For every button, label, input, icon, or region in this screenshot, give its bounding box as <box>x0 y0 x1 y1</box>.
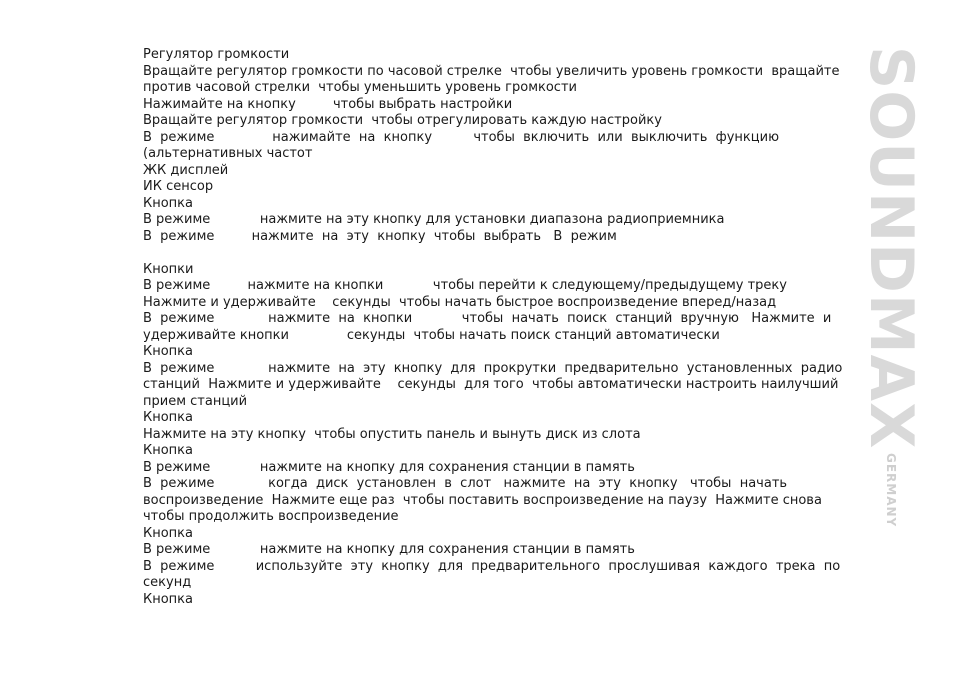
text-line: воспроизведение Нажмите еще раз чтобы поставить воспроизведение на паузу Нажмите снова <box>143 492 822 508</box>
text-line: ИК сенсор <box>143 179 214 194</box>
text-line: Кнопки <box>143 261 194 277</box>
manual-text-block <box>143 47 857 608</box>
text-line: прием станций <box>143 393 248 409</box>
text-line: секунд <box>143 575 192 590</box>
text-line: ЖК дисплей <box>143 162 229 178</box>
text-line: Кнопка <box>143 410 194 425</box>
brand-subtitle: GERMANY <box>884 453 898 528</box>
text-line: В режиме нажимайте на кнопку чтобы включить или выключить функцию <box>143 129 780 145</box>
text-line: В режиме когда диск установлен в слот нажмите на эту кнопку чтобы начать <box>143 476 788 491</box>
text-line: против часовой стрелки чтобы уменьшить уровень громкости <box>143 80 577 95</box>
text-line: Кнопка <box>143 591 194 607</box>
text-line: Кнопка <box>143 525 194 541</box>
text-line: В режиме нажмите на кнопку для сохранения станции в память <box>143 459 635 475</box>
text-line: В режиме нажмите на эту кнопку для установки диапазона радиоприемника <box>143 212 725 227</box>
brand-logo: SOUNDMAX <box>856 46 926 450</box>
text-line: В режиме используйте эту кнопку для предварительного прослушивая каждого трека по <box>143 558 841 574</box>
blank-line <box>143 245 857 262</box>
text-line: станций Нажмите и удерживайте секунды для того чтобы автоматически настроить наилучший <box>143 377 839 392</box>
text-line: чтобы продолжить воспроизведение <box>143 509 399 524</box>
text-line: В режиме нажмите на кнопки чтобы перейти к следующему/предыдущему треку <box>143 278 787 293</box>
text-line: (альтернативных частот <box>143 146 313 161</box>
text-line: Кнопка <box>143 443 194 458</box>
text-line: Вращайте регулятор громкости по часовой стрелке чтобы увеличить уровень громкости вращайте <box>143 63 840 79</box>
text-line: Нажмите и удерживайте секунды чтобы начать быстрое воспроизведение вперед/назад <box>143 294 777 310</box>
text-line: Вращайте регулятор громкости чтобы отрегулировать каждую настройку <box>143 113 662 128</box>
text-line: Нажимайте на кнопку чтобы выбрать настройки <box>143 96 513 112</box>
text-line: Кнопка <box>143 195 194 211</box>
text-line: удерживайте кнопки секунды чтобы начать поиск станций автоматически <box>143 327 720 343</box>
text-line: В режиме нажмите на эту кнопку для прокрутки предварительно установленных радио <box>143 360 843 376</box>
text-line: Кнопка <box>143 344 194 359</box>
text-line: В режиме нажмите на кнопки чтобы начать поиск станций вручную Нажмите и <box>143 311 832 326</box>
text-line: В режиме нажмите на эту кнопку чтобы выбрать В режим <box>143 228 617 244</box>
text-line: Регулятор громкости <box>143 47 290 62</box>
brand-watermark <box>858 46 924 606</box>
text-line: Нажмите на эту кнопку чтобы опустить панель и вынуть диск из слота <box>143 426 641 442</box>
text-line: В режиме нажмите на кнопку для сохранения станции в память <box>143 542 635 557</box>
